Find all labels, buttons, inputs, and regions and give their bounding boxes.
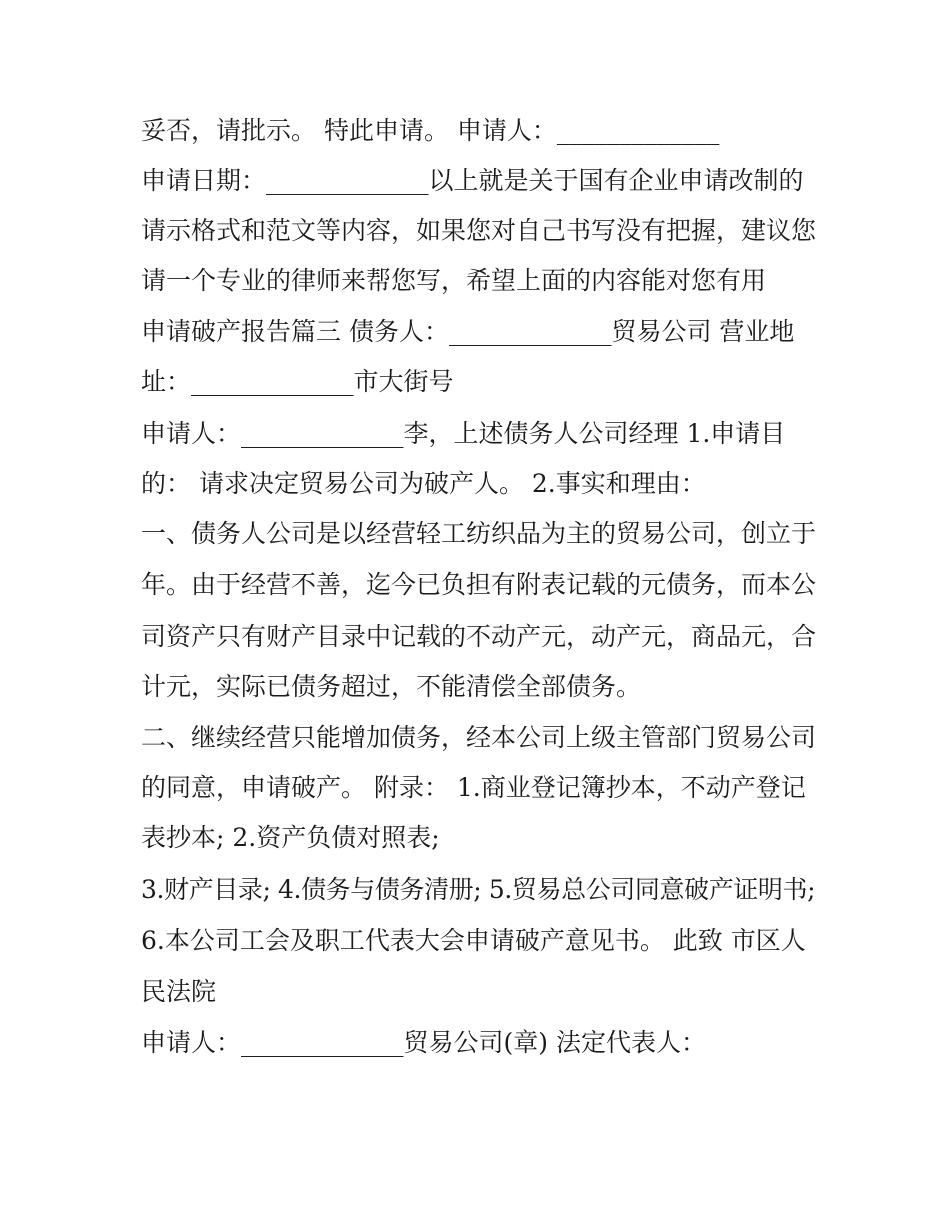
text-line: 年。由于经营不善，迄今已负担有附表记载的元债务，而本公 (141, 570, 817, 599)
text-line: 申请人：_____________李，上述债务人公司经理 1.申请目 (141, 419, 786, 448)
text-line: 请一个专业的律师来帮您写，希望上面的内容能对您有用 (141, 266, 767, 295)
text-line: 的同意，申请破产。 附录： 1.商业登记簿抄本，不动产登记 (141, 773, 806, 802)
text-line: 民法院 (141, 977, 217, 1006)
text-line: 二、继续经营只能增加债务，经本公司上级主管部门贸易公司 (141, 723, 817, 752)
text-line: 妥否，请批示。 特此申请。 申请人：_____________ (141, 116, 720, 145)
text-line: 司资产只有财产目录中记载的不动产元，动产元，商品元，合 (141, 622, 817, 651)
text-line: 计元，实际已债务超过，不能清偿全部债务。 (141, 672, 642, 701)
text-line: 申请日期：_____________以上就是关于国有企业申请改制的 (141, 166, 804, 195)
text-line: 6.本公司工会及职工代表大会申请破产意见书。 此致 市区人 (141, 926, 806, 955)
text-line: 的： 请求决定贸易公司为破产人。 2.事实和理由： (141, 469, 706, 498)
text-line: 址：_____________市大街号 (141, 367, 454, 396)
text-line: 申请人：_____________贸易公司(章) 法定代表人： (141, 1028, 706, 1057)
text-line: 3.财产目录; 4.债务与债务清册; 5.贸易总公司同意破产证明书; (141, 875, 816, 904)
text-line: 一、债务人公司是以经营轻工纺织品为主的贸易公司，创立于 (141, 519, 817, 548)
text-line: 申请破产报告篇三 债务人：_____________贸易公司 营业地 (141, 317, 795, 346)
text-line: 请示格式和范文等内容，如果您对自己书写没有把握，建议您 (141, 216, 817, 245)
text-line: 表抄本; 2.资产负债对照表; (141, 823, 440, 852)
